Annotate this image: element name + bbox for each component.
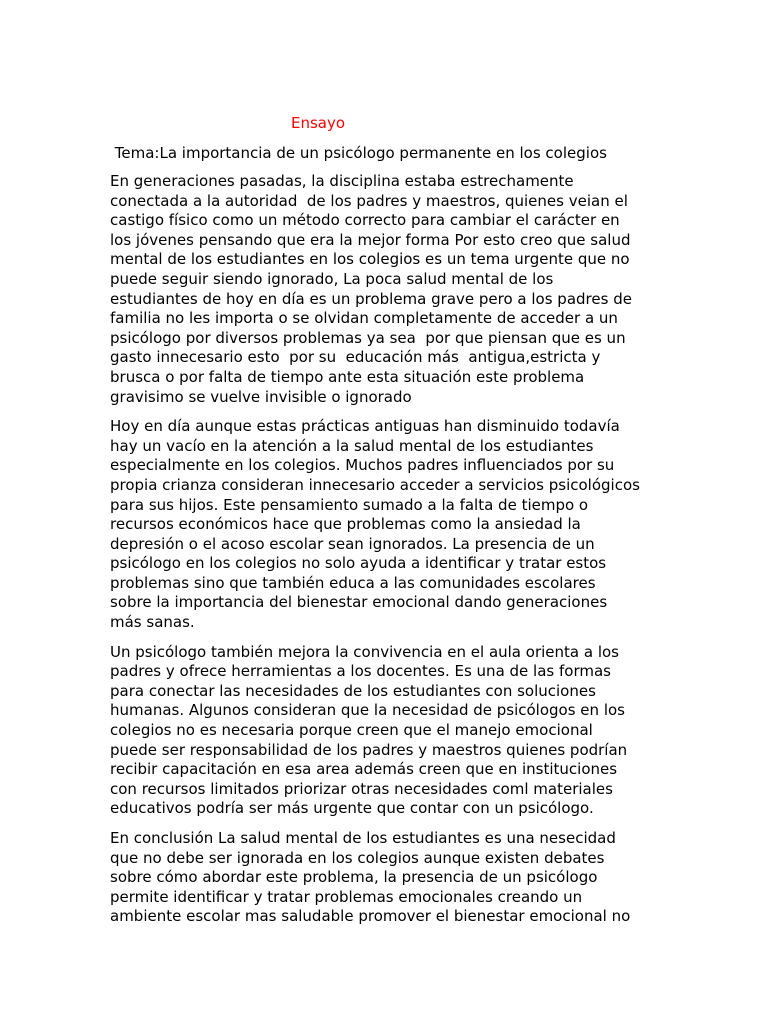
paragraph-line: sobre cómo abordar este problema, la presencia de un psicólogo	[110, 868, 598, 887]
paragraph-line: educativos podría ser más urgente que contar con un psicólogo.	[110, 799, 594, 818]
paragraph-line: gasto innecesario esto por su educación más antigua,estricta y	[110, 348, 601, 367]
paragraph-line: especialmente en los colegios. Muchos padres influenciados por su	[110, 456, 615, 475]
paragraph-line: psicólogo en los colegios no solo ayuda a identificar y tratar estos	[110, 554, 607, 573]
paragraph-line: humanas. Algunos consideran que la necesidad de psicólogos en los	[110, 701, 625, 720]
paragraph-line: conectada a la autoridad de los padres y maestros, quienes veian el	[110, 191, 628, 210]
paragraph-line: estudiantes de hoy en día es un problema grave pero a los padres de	[110, 289, 632, 308]
paragraph-line: con recursos limitados priorizar otras necesidades coml materiales	[110, 779, 613, 798]
paragraph-line: En conclusión La salud mental de los estudiantes es una nesecidad	[110, 829, 616, 847]
paragraph-line: puede ser responsabilidad de los padres y maestros quienes podrían	[110, 740, 628, 759]
paragraph-line: puede seguir siendo ignorado, La poca salud mental de los	[110, 269, 554, 288]
paragraph-line: más sanas.	[110, 613, 195, 632]
paragraph-line: colegios no es necesaria porque creen que el manejo emocional	[110, 721, 593, 740]
paragraph-line: recibir capacitación en esa area además creen que en instituciones	[110, 760, 618, 779]
paragraph-line: Hoy en día aunque estas prácticas antiguas han disminuido todavía	[110, 417, 620, 436]
document-body	[110, 172, 658, 937]
paragraph-line: Un psicólogo también mejora la convivencia en el aula orienta a los	[110, 642, 619, 661]
paragraph-line: permite identificar y tratar problemas emocionales creando un	[110, 887, 583, 906]
paragraph-line: los jóvenes pensando que era la mejor forma Por esto creo que salud	[110, 230, 631, 249]
paragraph	[110, 829, 658, 927]
paragraph-line: que no debe ser ignorada en los colegios aunque existen debates	[110, 848, 605, 867]
paragraph-line: brusca o por falta de tiempo ante esta situación este problema	[110, 367, 585, 386]
paragraph-line: problemas sino que también educa a las comunidades escolares	[110, 573, 596, 592]
paragraph	[110, 172, 658, 407]
paragraph-line: hay un vacío en la atención a la salud mental de los estudiantes	[110, 436, 594, 455]
paragraph-line: propia crianza consideran innecesario acceder a servicios psicológicos	[110, 475, 640, 494]
paragraph-line: para conectar las necesidades de los estudiantes con soluciones	[110, 681, 596, 700]
paragraph	[110, 643, 658, 819]
paragraph-line: gravisimo se vuelve invisible o ignorado	[110, 387, 412, 406]
document-title: Ensayo	[291, 114, 346, 132]
paragraph-line: En generaciones pasadas, la disciplina estaba estrechamente	[110, 172, 574, 190]
paragraph-line: psicólogo por diversos problemas ya sea por que piensan que es un	[110, 328, 626, 347]
paragraph-line: castigo físico como un método correcto para cambiar el carácter en	[110, 211, 620, 230]
document-subtitle: Tema:La importancia de un psicólogo permanente en los colegios	[110, 144, 607, 162]
paragraph-line: para sus hijos. Este pensamiento sumado a la falta de tiempo o	[110, 495, 589, 514]
paragraph-line: familia no les importa o se olvidan completamente de acceder a un	[110, 309, 618, 328]
paragraph-line: mental de los estudiantes en los colegios es un tema urgente que no	[110, 250, 630, 269]
paragraph-line: recursos económicos hace que problemas como la ansiedad la	[110, 515, 581, 534]
paragraph-line: ambiente escolar mas saludable promover el bienestar emocional no	[110, 907, 631, 926]
paragraph-line: depresión o el acoso escolar sean ignorados. La presencia de un	[110, 534, 595, 553]
paragraph-line: padres y ofrece herramientas a los docentes. Es una de las formas	[110, 662, 611, 681]
paragraph-line: sobre la importancia del bienestar emocional dando generaciones	[110, 593, 608, 612]
paragraph	[110, 417, 658, 633]
